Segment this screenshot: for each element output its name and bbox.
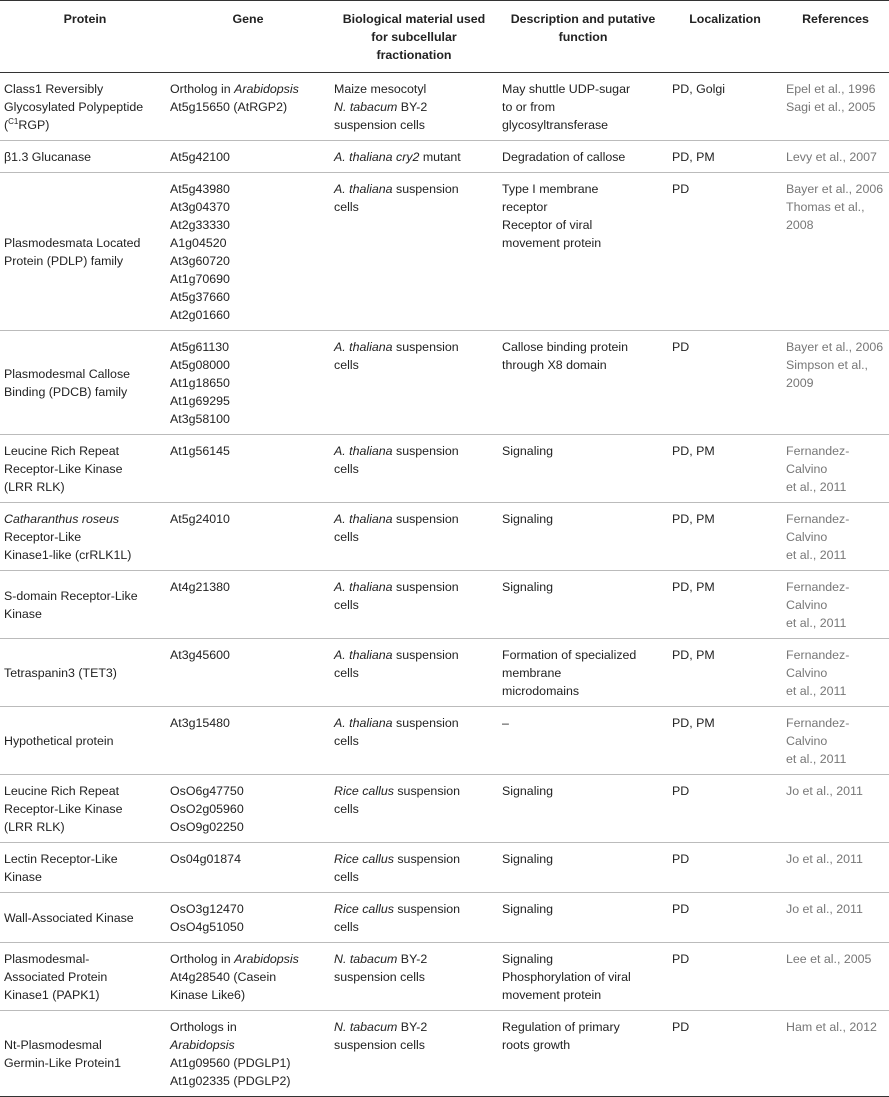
- description-line: to or from: [502, 100, 556, 114]
- cell-line: cells: [334, 802, 359, 816]
- cell-references: [782, 331, 889, 435]
- cell-line: cells: [334, 870, 359, 884]
- cell-line: Receptor-Like Kinase: [4, 462, 123, 476]
- header-description: Description and putative function: [498, 1, 668, 73]
- cell-gene: [166, 331, 330, 435]
- cell-line: At5g15650 (AtRGP2): [170, 100, 288, 114]
- cell-localization: PD, PM: [668, 141, 782, 173]
- cell-references: [782, 503, 889, 571]
- cell-gene: [166, 843, 330, 893]
- cell-line: (LRR RLK): [4, 820, 65, 834]
- cell-line: cells: [334, 462, 359, 476]
- cell-localization: PD, Golgi: [668, 73, 782, 141]
- cell-material: [330, 707, 498, 775]
- description-line: Callose binding protein: [502, 340, 629, 354]
- cell-line: Germin-Like Protein1: [4, 1056, 122, 1070]
- cell-line: Hypothetical protein: [4, 734, 114, 748]
- cell-localization: PD, PM: [668, 503, 782, 571]
- header-references: References: [782, 1, 889, 73]
- description-line: –: [502, 716, 509, 730]
- cell-gene: [166, 173, 330, 331]
- cell-line: Binding (PDCB) family: [4, 385, 128, 399]
- description-line: Signaling: [502, 952, 553, 966]
- cell-material: [330, 503, 498, 571]
- cell-line: suspension cells: [334, 118, 425, 132]
- cell-description: [498, 943, 668, 1011]
- cell-line: At5g37660: [170, 290, 230, 304]
- cell-material: [330, 843, 498, 893]
- header-localization: Localization: [668, 1, 782, 73]
- cell-line: Protein (PDLP) family: [4, 254, 124, 268]
- cell-line: Catharanthus roseus: [4, 512, 120, 526]
- cell-line: Plasmodesmal-: [4, 952, 90, 966]
- cell-line: At5g42100: [170, 150, 230, 164]
- cell-description: [498, 1011, 668, 1097]
- cell-gene: [166, 73, 330, 141]
- description-line: microdomains: [502, 684, 580, 698]
- cell-line: Kinase Like6): [170, 988, 246, 1002]
- cell-references: [782, 775, 889, 843]
- cell-gene: [166, 707, 330, 775]
- cell-references: [782, 843, 889, 893]
- cell-references: [782, 707, 889, 775]
- cell-protein: [0, 775, 166, 843]
- cell-gene: [166, 141, 330, 173]
- cell-line: At2g33330: [170, 218, 230, 232]
- cell-gene: [166, 943, 330, 1011]
- cell-description: [498, 141, 668, 173]
- cell-line: cells: [334, 200, 359, 214]
- cell-material: [330, 1011, 498, 1097]
- cell-line: S-domain Receptor-Like: [4, 589, 138, 603]
- cell-line: At5g61130: [170, 340, 230, 354]
- cell-line: (LRR RLK): [4, 480, 65, 494]
- table-body: [0, 73, 889, 1097]
- cell-line: cells: [334, 358, 359, 372]
- cell-line: At3g58100: [170, 412, 230, 426]
- cell-description: [498, 503, 668, 571]
- cell-references: [782, 893, 889, 943]
- description-line: Signaling: [502, 852, 553, 866]
- cell-gene: [166, 639, 330, 707]
- cell-line: cells: [334, 920, 359, 934]
- reference-line: Fernandez-Calvino: [786, 580, 850, 612]
- reference-line: et al., 2011: [786, 752, 847, 766]
- cell-line: Leucine Rich Repeat: [4, 784, 120, 798]
- cell-protein: [0, 943, 166, 1011]
- cell-protein: [0, 435, 166, 503]
- cell-references: [782, 571, 889, 639]
- cell-line: Kinase1-like (crRLK1L): [4, 548, 132, 562]
- description-line: Phosphorylation of viral: [502, 970, 631, 984]
- cell-line: At3g45600: [170, 648, 230, 662]
- cell-line: A. thaliana suspension: [334, 512, 459, 526]
- reference-line: Fernandez-Calvino: [786, 716, 850, 748]
- cell-line: At4g21380: [170, 580, 230, 594]
- cell-description: [498, 435, 668, 503]
- cell-line: At3g04370: [170, 200, 230, 214]
- cell-line: OsO3g12470: [170, 902, 244, 916]
- description-line: Signaling: [502, 784, 553, 798]
- cell-localization: PD: [668, 893, 782, 943]
- reference-line: et al., 2011: [786, 616, 847, 630]
- cell-line: A. thaliana suspension: [334, 580, 459, 594]
- table-row: [0, 73, 889, 141]
- reference-line: Fernandez-Calvino: [786, 648, 850, 680]
- cell-line: cells: [334, 734, 359, 748]
- description-line: Receptor of viral: [502, 218, 593, 232]
- cell-description: [498, 639, 668, 707]
- cell-line: Ortholog in Arabidopsis: [170, 82, 299, 96]
- cell-gene: [166, 775, 330, 843]
- cell-line: OsO4g51050: [170, 920, 244, 934]
- cell-references: [782, 141, 889, 173]
- cell-line: suspension cells: [334, 970, 425, 984]
- reference-line: Sagi et al., 2005: [786, 100, 876, 114]
- cell-material: [330, 435, 498, 503]
- table-row: [0, 775, 889, 843]
- reference-line: Fernandez-Calvino: [786, 512, 850, 544]
- reference-line: Thomas et al., 2008: [786, 200, 865, 232]
- cell-protein: [0, 503, 166, 571]
- reference-line: Simpson et al.,: [786, 358, 868, 372]
- cell-line: Lectin Receptor-Like: [4, 852, 118, 866]
- cell-line: Ortholog in Arabidopsis: [170, 952, 299, 966]
- cell-line: Orthologs in: [170, 1020, 237, 1034]
- cell-line: Tetraspanin3 (TET3): [4, 666, 117, 680]
- table-row: [0, 331, 889, 435]
- cell-line: Plasmodesmal Callose: [4, 367, 131, 381]
- table-row: [0, 943, 889, 1011]
- cell-line: Receptor-Like: [4, 530, 82, 544]
- cell-line: cells: [334, 598, 359, 612]
- cell-localization: PD: [668, 843, 782, 893]
- cell-line: Kinase1 (PAPK1): [4, 988, 100, 1002]
- cell-line: Associated Protein: [4, 970, 108, 984]
- cell-description: [498, 893, 668, 943]
- cell-material: [330, 141, 498, 173]
- cell-line: At5g08000: [170, 358, 230, 372]
- header-protein: Protein: [0, 1, 166, 73]
- cell-line: At1g02335 (PDGLP2): [170, 1074, 291, 1088]
- cell-line: A. thaliana suspension: [334, 340, 459, 354]
- cell-line: Os04g01874: [170, 852, 241, 866]
- cell-references: [782, 73, 889, 141]
- header-material: Biological material used for subcellular fractionation: [330, 1, 498, 73]
- cell-material: [330, 893, 498, 943]
- cell-line: Plasmodesmata Located: [4, 236, 141, 250]
- cell-line: At1g69295: [170, 394, 230, 408]
- cell-line: suspension cells: [334, 1038, 425, 1052]
- description-line: May shuttle UDP-sugar: [502, 82, 631, 96]
- cell-line: Rice callus suspension: [334, 902, 461, 916]
- cell-protein: [0, 639, 166, 707]
- reference-line: 2009: [786, 376, 814, 390]
- cell-line: Kinase: [4, 607, 42, 621]
- cell-line: Class1 Reversibly: [4, 82, 104, 96]
- cell-line: cells: [334, 530, 359, 544]
- description-line: glycosyltransferase: [502, 118, 609, 132]
- cell-gene: [166, 893, 330, 943]
- cell-protein: [0, 141, 166, 173]
- cell-protein: [0, 843, 166, 893]
- reference-line: Jo et al., 2011: [786, 852, 863, 866]
- cell-gene: [166, 571, 330, 639]
- table-row: [0, 893, 889, 943]
- cell-line: Arabidopsis: [170, 1038, 235, 1052]
- reference-line: Bayer et al., 2006: [786, 182, 884, 196]
- cell-line: A1g04520: [170, 236, 227, 250]
- description-line: Type I membrane: [502, 182, 599, 196]
- cell-material: [330, 73, 498, 141]
- description-line: movement protein: [502, 988, 602, 1002]
- cell-line: Glycosylated Polypeptide: [4, 100, 144, 114]
- cell-description: [498, 707, 668, 775]
- cell-description: [498, 331, 668, 435]
- cell-localization: PD: [668, 331, 782, 435]
- cell-line: A. thaliana suspension: [334, 716, 459, 730]
- description-line: Signaling: [502, 902, 553, 916]
- cell-description: [498, 775, 668, 843]
- table-header: [0, 1, 889, 73]
- description-line: Signaling: [502, 512, 553, 526]
- table-row: [0, 173, 889, 331]
- cell-line: Receptor-Like Kinase: [4, 802, 123, 816]
- cell-protein: [0, 707, 166, 775]
- cell-line: At3g15480: [170, 716, 230, 730]
- header-row: [0, 1, 889, 73]
- cell-line: A. thaliana suspension: [334, 648, 459, 662]
- reference-line: Epel et al., 1996: [786, 82, 876, 96]
- cell-localization: PD, PM: [668, 707, 782, 775]
- cell-line: OsO2g05960: [170, 802, 244, 816]
- cell-line: At2g01660: [170, 308, 230, 322]
- cell-line: Leucine Rich Repeat: [4, 444, 120, 458]
- description-line: Degradation of callose: [502, 150, 626, 164]
- cell-references: [782, 1011, 889, 1097]
- cell-localization: PD, PM: [668, 571, 782, 639]
- cell-line: At4g28540 (Casein: [170, 970, 277, 984]
- reference-line: Bayer et al., 2006: [786, 340, 884, 354]
- cell-line: At5g24010: [170, 512, 230, 526]
- cell-line: ($^{C1}$RGP): [4, 116, 50, 132]
- reference-line: Ham et al., 2012: [786, 1020, 877, 1034]
- cell-line: At1g56145: [170, 444, 230, 458]
- cell-line: OsO6g47750: [170, 784, 244, 798]
- reference-line: Jo et al., 2011: [786, 784, 863, 798]
- cell-material: [330, 775, 498, 843]
- cell-description: [498, 173, 668, 331]
- cell-line: Kinase: [4, 870, 42, 884]
- description-line: receptor: [502, 200, 548, 214]
- cell-line: A. thaliana suspension: [334, 182, 459, 196]
- cell-gene: [166, 503, 330, 571]
- table-row: [0, 141, 889, 173]
- cell-description: [498, 73, 668, 141]
- table-row: [0, 639, 889, 707]
- cell-line: N. tabacum BY-2: [334, 952, 428, 966]
- table-row: [0, 1011, 889, 1097]
- cell-localization: PD: [668, 173, 782, 331]
- cell-line: At3g60720: [170, 254, 230, 268]
- cell-protein: [0, 73, 166, 141]
- reference-line: et al., 2011: [786, 684, 847, 698]
- cell-localization: PD, PM: [668, 639, 782, 707]
- cell-protein: [0, 1011, 166, 1097]
- cell-localization: PD: [668, 943, 782, 1011]
- table-row: [0, 435, 889, 503]
- cell-line: At1g09560 (PDGLP1): [170, 1056, 291, 1070]
- cell-line: OsO9g02250: [170, 820, 244, 834]
- description-line: through X8 domain: [502, 358, 607, 372]
- cell-references: [782, 435, 889, 503]
- cell-line: N. tabacum BY-2: [334, 1020, 428, 1034]
- description-line: Regulation of primary: [502, 1020, 620, 1034]
- reference-line: Levy et al., 2007: [786, 150, 877, 164]
- cell-line: β1.3 Glucanase: [4, 150, 92, 164]
- cell-references: [782, 173, 889, 331]
- cell-protein: [0, 571, 166, 639]
- cell-line: cells: [334, 666, 359, 680]
- reference-line: et al., 2011: [786, 480, 847, 494]
- header-gene: Gene: [166, 1, 330, 73]
- cell-line: At1g18650: [170, 376, 230, 390]
- cell-line: N. tabacum BY-2: [334, 100, 428, 114]
- table-row: [0, 571, 889, 639]
- cell-line: At5g43980: [170, 182, 230, 196]
- description-line: roots growth: [502, 1038, 571, 1052]
- description-line: Signaling: [502, 580, 553, 594]
- description-line: Formation of specialized: [502, 648, 637, 662]
- reference-line: Jo et al., 2011: [786, 902, 863, 916]
- cell-material: [330, 571, 498, 639]
- cell-material: [330, 943, 498, 1011]
- cell-protein: [0, 893, 166, 943]
- table-row: [0, 503, 889, 571]
- cell-gene: [166, 435, 330, 503]
- cell-references: [782, 639, 889, 707]
- cell-line: Wall-Associated Kinase: [4, 911, 134, 925]
- cell-line: Rice callus suspension: [334, 784, 461, 798]
- cell-line: A. thaliana suspension: [334, 444, 459, 458]
- table-row: [0, 707, 889, 775]
- cell-material: [330, 331, 498, 435]
- cell-line: A. thaliana cry2 mutant: [334, 150, 461, 164]
- cell-protein: [0, 331, 166, 435]
- description-line: membrane: [502, 666, 562, 680]
- cell-localization: PD: [668, 1011, 782, 1097]
- reference-line: et al., 2011: [786, 548, 847, 562]
- cell-line: At1g70690: [170, 272, 230, 286]
- description-line: Signaling: [502, 444, 553, 458]
- cell-description: [498, 843, 668, 893]
- cell-localization: PD: [668, 775, 782, 843]
- cell-references: [782, 943, 889, 1011]
- cell-material: [330, 173, 498, 331]
- cell-gene: [166, 1011, 330, 1097]
- reference-line: Fernandez-Calvino: [786, 444, 850, 476]
- cell-line: Maize mesocotyl: [334, 82, 427, 96]
- cell-line: Nt-Plasmodesmal: [4, 1038, 102, 1052]
- table-row: [0, 843, 889, 893]
- cell-protein: [0, 173, 166, 331]
- cell-line: Rice callus suspension: [334, 852, 461, 866]
- reference-line: Lee et al., 2005: [786, 952, 872, 966]
- cell-description: [498, 571, 668, 639]
- description-line: movement protein: [502, 236, 602, 250]
- cell-material: [330, 639, 498, 707]
- cell-localization: PD, PM: [668, 435, 782, 503]
